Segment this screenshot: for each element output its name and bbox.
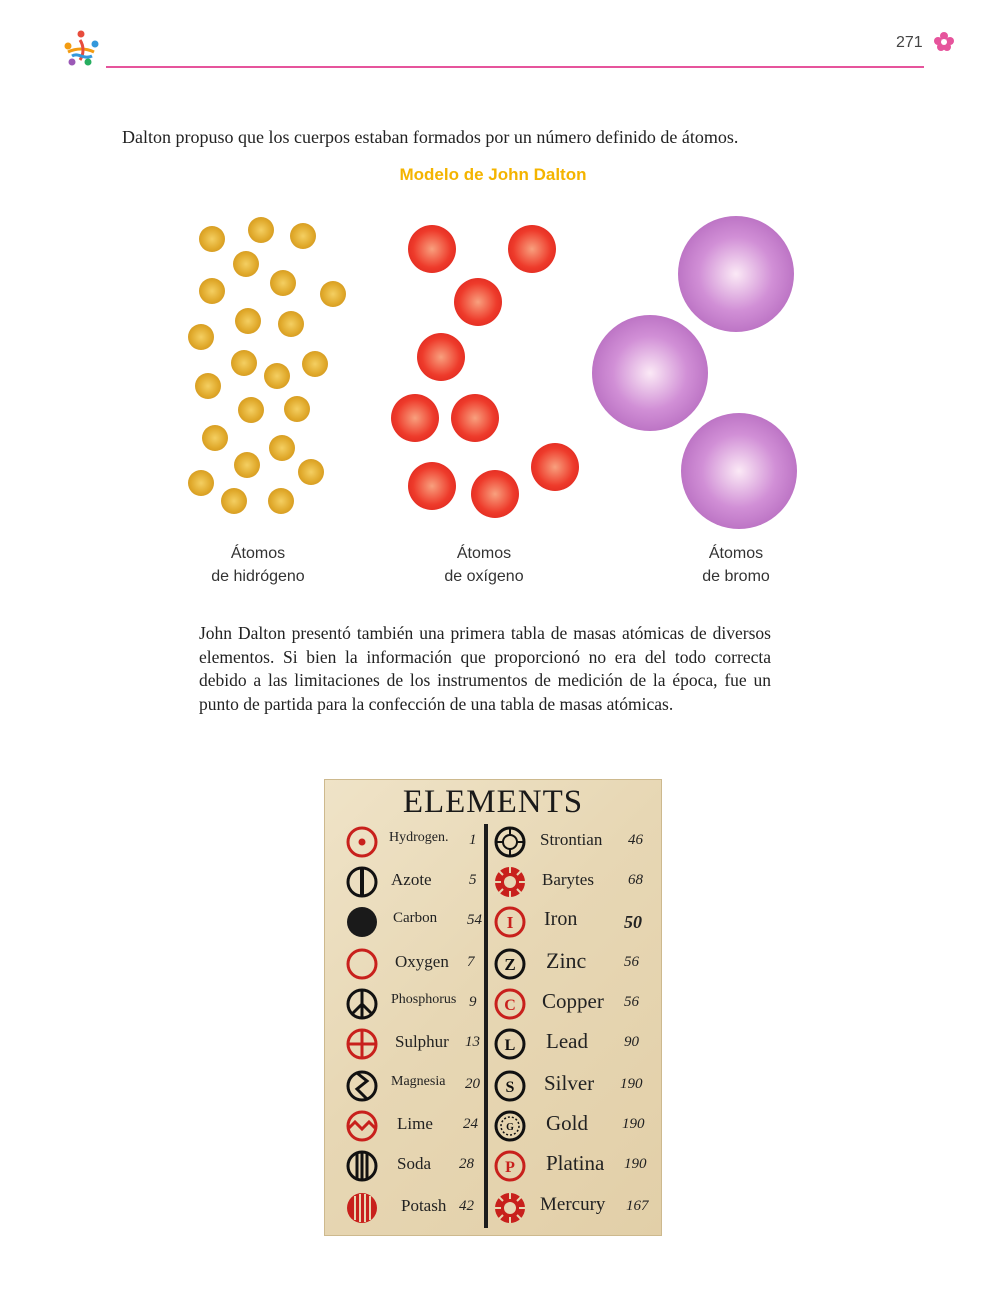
element-weight: 13 (465, 1034, 480, 1050)
element-name: Soda (397, 1154, 431, 1173)
page-number: 271 (896, 34, 923, 51)
element-row (488, 1024, 658, 1064)
hydrogen-atom (270, 270, 296, 296)
oxygen-atom (408, 462, 456, 510)
hydrogen-atom (268, 488, 294, 514)
element-name: Phosphorus (391, 992, 457, 1007)
element-weight: 1 (469, 832, 477, 848)
hydrogen-atom (278, 311, 304, 337)
element-row (488, 862, 658, 902)
hydrogen-atom (202, 425, 228, 451)
element-row (488, 902, 658, 942)
element-weight: 54 (467, 912, 482, 928)
element-name: Carbon (393, 910, 438, 926)
svg-text:S: S (505, 1079, 515, 1096)
element-name: Potash (401, 1196, 447, 1215)
element-row (325, 1106, 485, 1146)
potash-symbol-icon (345, 1191, 379, 1225)
element-row (488, 1066, 658, 1106)
lime-symbol-icon (345, 1109, 379, 1143)
element-name: Sulphur (395, 1032, 449, 1051)
svg-text:C: C (504, 997, 516, 1014)
hydrogen-label: Átomos de hidrógeno (211, 545, 305, 585)
oxygen-atom (391, 394, 439, 442)
zinc-symbol-icon (493, 947, 527, 981)
element-row (488, 984, 658, 1024)
element-weight: 190 (624, 1156, 647, 1172)
element-name: Hydrogen. (389, 830, 449, 845)
element-weight: 20 (465, 1076, 480, 1092)
hydrogen-atom (231, 350, 257, 376)
bromine-atom (681, 413, 797, 529)
hydrogen-atom (199, 226, 225, 252)
carbon-symbol-icon (345, 905, 379, 939)
hydrogen-atom (264, 363, 290, 389)
element-row (488, 1106, 658, 1146)
soda-symbol-icon (345, 1149, 379, 1183)
hydrogen-atom (234, 452, 260, 478)
oxygen-atom (408, 225, 456, 273)
element-weight: 90 (624, 1034, 639, 1050)
element-name: Strontian (540, 830, 603, 849)
element-name: Copper (542, 989, 604, 1013)
body-paragraph: John Dalton presentó también una primera tabla de masas atómicas de diversos elementos. Si bien la información que proporcionó no era del todo correcta debido a las limitaciones de los instrumentos de medición de la época, fue un punto de partida para la confección de una tabla de masas atómicas. (199, 623, 771, 714)
element-weight: 5 (469, 872, 477, 888)
svg-text:Z: Z (504, 955, 516, 974)
hydrogen-atom (302, 351, 328, 377)
hydrogen-atom (199, 278, 225, 304)
element-weight: 68 (628, 872, 643, 888)
sulphur-symbol-icon (345, 1027, 379, 1061)
hydrogen-atom (320, 281, 346, 307)
element-row (488, 1188, 658, 1228)
gold-symbol-icon (493, 1109, 527, 1143)
element-name: Azote (391, 870, 432, 889)
strontian-symbol-icon (493, 825, 527, 859)
hydrogen-atom (188, 324, 214, 350)
dalton-elements-chart (324, 779, 662, 1236)
hydrogen-symbol-icon (345, 825, 379, 859)
element-row (325, 822, 485, 862)
element-name: Gold (546, 1111, 588, 1135)
magenta-flower-icon (932, 30, 956, 54)
element-weight: 190 (622, 1116, 645, 1132)
phosphorus-symbol-icon (345, 987, 379, 1021)
hydrogen-atom (195, 373, 221, 399)
hydrogen-atom (188, 470, 214, 496)
mercury-symbol-icon (493, 1191, 527, 1225)
elements-title: ELEMENTS (402, 784, 584, 820)
svg-text:G: G (506, 1122, 514, 1133)
element-weight: 167 (626, 1198, 649, 1214)
intro-paragraph: Dalton propuso que los cuerpos estaban formados por un número definido de átomos. (122, 127, 739, 147)
oxygen-atom (508, 225, 556, 273)
element-name: Magnesia (391, 1074, 446, 1089)
element-name: Zinc (546, 948, 587, 973)
hydrogen-atom (235, 308, 261, 334)
platina-symbol-icon (493, 1149, 527, 1183)
element-row (488, 944, 658, 984)
element-name: Lead (546, 1029, 588, 1053)
element-row (325, 1188, 485, 1228)
element-row (325, 1024, 485, 1064)
element-weight: 50 (624, 912, 642, 932)
svg-text:L: L (504, 1037, 516, 1054)
element-weight: 24 (463, 1116, 478, 1132)
element-name: Barytes (542, 870, 594, 889)
element-row (325, 944, 485, 984)
element-row (325, 902, 485, 942)
oxygen-symbol-icon (345, 947, 379, 981)
element-weight: 56 (624, 994, 639, 1010)
azote-symbol-icon (345, 865, 379, 899)
figure-title: Modelo de John Dalton (399, 165, 587, 184)
element-weight: 28 (459, 1156, 474, 1172)
element-name: Silver (544, 1071, 595, 1095)
element-weight: 7 (467, 954, 475, 970)
bromine-atom (592, 315, 708, 431)
hydrogen-atom (248, 217, 274, 243)
element-weight: 190 (620, 1076, 643, 1092)
element-weight: 9 (469, 994, 477, 1010)
magnesia-symbol-icon (345, 1069, 379, 1103)
element-name: Lime (397, 1114, 433, 1133)
hydrogen-atom (233, 251, 259, 277)
element-row (325, 1066, 485, 1106)
hydrogen-atom (284, 396, 310, 422)
iron-symbol-icon (493, 905, 527, 939)
oxygen-label: Átomos de oxígeno (444, 545, 524, 585)
oxygen-atom (531, 443, 579, 491)
element-row (488, 1146, 658, 1186)
element-name: Platina (546, 1151, 605, 1175)
oxygen-atom (454, 278, 502, 326)
element-weight: 42 (459, 1198, 474, 1214)
element-name: Iron (544, 908, 578, 930)
svg-text:I: I (506, 913, 514, 932)
bromine-label: Átomos de bromo (702, 545, 770, 585)
element-weight: 56 (624, 954, 639, 970)
hydrogen-atom (269, 435, 295, 461)
copper-symbol-icon (493, 987, 527, 1021)
oxygen-atom (471, 470, 519, 518)
element-row (488, 822, 658, 862)
hydrogen-atom (221, 488, 247, 514)
colorful-figures-logo-icon (58, 26, 104, 72)
element-name: Mercury (540, 1194, 606, 1215)
barytes-symbol-icon (493, 865, 527, 899)
hydrogen-atom (238, 397, 264, 423)
oxygen-atom (451, 394, 499, 442)
silver-symbol-icon (493, 1069, 527, 1103)
hydrogen-atom (290, 223, 316, 249)
oxygen-atom (417, 333, 465, 381)
element-row (325, 1146, 485, 1186)
element-row (325, 862, 485, 902)
hydrogen-atom (298, 459, 324, 485)
element-weight: 46 (628, 832, 643, 848)
bromine-atom (678, 216, 794, 332)
element-row (325, 984, 485, 1024)
element-name: Oxygen (395, 952, 449, 971)
lead-symbol-icon (493, 1027, 527, 1061)
svg-text:P: P (505, 1159, 515, 1176)
header-rule (106, 66, 924, 68)
